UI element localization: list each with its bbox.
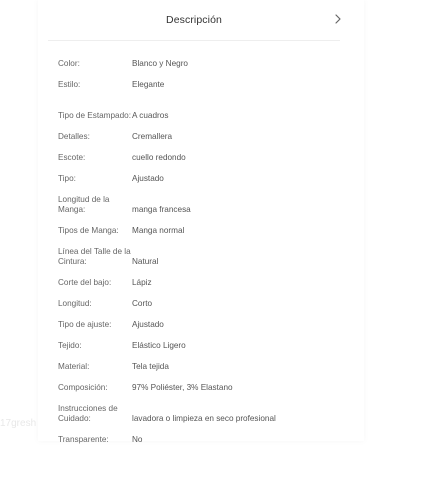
spec-row-sleeve-length [58, 184, 348, 215]
spec-label: Longitud de la Manga: [58, 195, 110, 214]
spec-row-fabric [58, 330, 348, 351]
spec-label: Escote: [58, 153, 86, 162]
spec-value: Cremallera [132, 132, 173, 141]
spec-row-care-instructions [58, 393, 348, 424]
spec-value: Ajustado [132, 320, 164, 329]
spec-label: Tipos de Manga: [58, 226, 119, 235]
spec-value: Lápiz [132, 278, 152, 287]
spec-row-hem-cut [58, 267, 348, 288]
spec-label: Composición: [58, 383, 108, 392]
spec-value: lavadora o limpieza en seco profesional [132, 414, 276, 423]
spec-value: manga francesa [132, 205, 191, 214]
spec-value: Tela tejida [132, 362, 169, 371]
description-header [48, 0, 340, 41]
spec-label: Tejido: [58, 341, 82, 350]
spec-row-composition [58, 372, 348, 393]
spec-value: Elástico Ligero [132, 341, 186, 350]
specification-list [58, 48, 348, 445]
spec-label: Color: [58, 59, 80, 68]
spec-label: Estilo: [58, 80, 81, 89]
spec-label: Corte del bajo: [58, 278, 112, 287]
spec-row-waistline [58, 236, 348, 267]
page-title: Descripción [166, 14, 222, 26]
spec-label: Tipo de ajuste: [58, 320, 112, 329]
chevron-right-icon[interactable] [332, 12, 344, 26]
spec-row-length [58, 288, 348, 309]
spec-row-details [58, 121, 348, 142]
spec-row-type [58, 163, 348, 184]
spec-row-sleeve-type [58, 215, 348, 236]
spec-row-color [58, 48, 348, 69]
spec-label: Longitud: [58, 299, 92, 308]
spec-row-material [58, 351, 348, 372]
spec-value: cuello redondo [132, 153, 186, 162]
spec-row-neckline [58, 142, 348, 163]
spec-label: Línea del Talle de la Cintura: [58, 247, 131, 266]
watermark: 17gresh [0, 418, 37, 429]
spec-value: Blanco y Negro [132, 59, 188, 68]
spec-value: Elegante [132, 80, 165, 89]
spec-value: Manga normal [132, 226, 185, 235]
spec-label: Material: [58, 362, 90, 371]
spec-value: Ajustado [132, 174, 164, 183]
spec-value: A cuadros [132, 111, 169, 120]
spec-row-sheer [58, 424, 348, 445]
spec-row-print-type [58, 90, 348, 121]
spec-label: Tipo de Estampado: [58, 111, 131, 120]
spec-value: Corto [132, 299, 153, 308]
spec-value: 97% Poliéster, 3% Elastano [132, 383, 233, 392]
spec-value: No [132, 435, 143, 444]
spec-label: Tipo: [58, 174, 76, 183]
spec-label: Transparente: [58, 435, 109, 444]
spec-label: Instrucciones de Cuidado: [58, 404, 118, 423]
spec-value: Natural [132, 257, 159, 266]
spec-row-style [58, 69, 348, 90]
spec-label: Detalles: [58, 132, 90, 141]
spec-row-fit-type [58, 309, 348, 330]
